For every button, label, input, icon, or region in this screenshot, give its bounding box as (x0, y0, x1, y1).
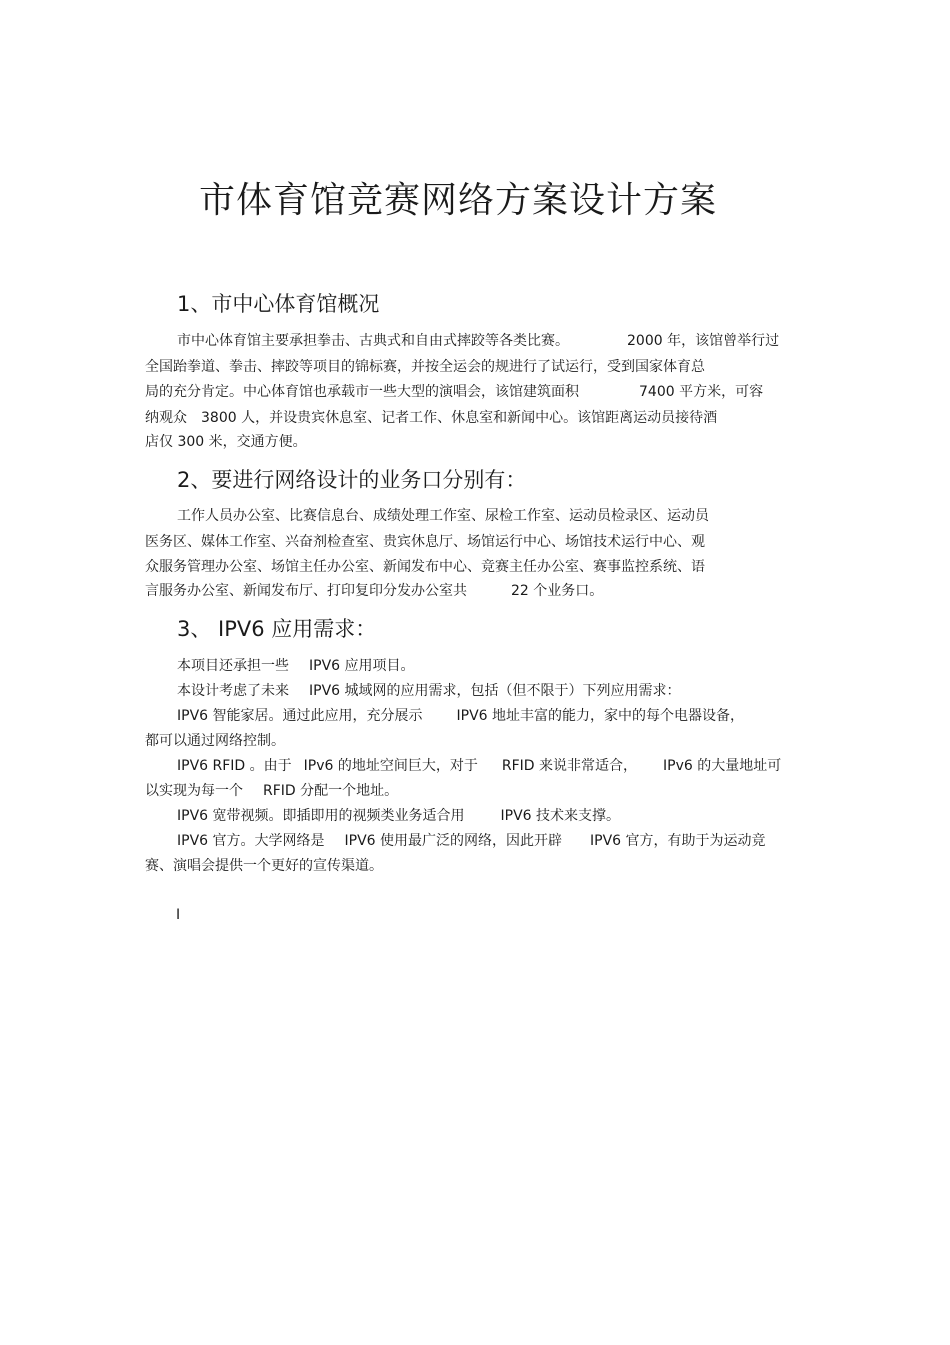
paragraph-line: 赛、演唱会提供一个更好的宣传渠道。 (145, 858, 383, 874)
section-3-heading: 3、 IPV6 应用需求： (177, 617, 377, 641)
paragraph-line: 市中心体育馆主要承担拳击、古典式和自由式摔跤等各类比赛。 2000 年，该馆曾举行过 (177, 333, 780, 349)
paragraph-line: 店仅 300 米，交通方便。 (145, 434, 307, 450)
paragraph-line: 工作人员办公室、比赛信息台、成绩处理工作室、尿检工作室、运动员检录区、运动员 (177, 508, 709, 524)
paragraph-line: IPV6 官方。大学网络是 IPV6 使用最广泛的网络，因此开辟 IPV6 官方，有助于为运动竞 (177, 833, 766, 849)
paragraph-line: 全国跆拳道、拳击、摔跤等项目的锦标赛，并按全运会的规进行了试运行，受到国家体育总 (145, 359, 705, 375)
paragraph-line: 本设计考虑了未来 IPV6 城域网的应用需求，包括（但不限于）下列应用需求： (177, 683, 681, 699)
paragraph-line: 局的充分肯定。中心体育馆也承载市一些大型的演唱会，该馆建筑面积 7400 平方米，可容 (145, 384, 764, 400)
document-title: 市体育馆竞赛网络方案设计方案 (198, 180, 717, 222)
paragraph-line: IPV6 宽带视频。即插即用的视频类业务适合用 IPV6 技术来支撑。 (177, 808, 621, 824)
paragraph-line: 众服务管理办公室、场馆主任办公室、新闻发布中心、竞赛主任办公室、赛事监控系统、语 (145, 559, 705, 575)
paragraph-line: 都可以通过网络控制。 (145, 733, 285, 749)
paragraph-line: IPV6 RFID 。由于 IPv6 的地址空间巨大，对于 RFID 来说非常适合， IPv6 的大量地址可 (177, 758, 782, 774)
paragraph-line: 医务区、媒体工作室、兴奋剂检查室、贵宾休息厅、场馆运行中心、场馆技术运行中心、观 (145, 534, 705, 550)
section-2-heading: 2、要进行网络设计的业务口分别有： (177, 468, 527, 492)
page-mark: I (176, 907, 181, 923)
paragraph-line: IPV6 智能家居。通过此应用，充分展示 IPV6 地址丰富的能力，家中的每个电器设备， (177, 708, 745, 724)
paragraph-line: 以实现为每一个 RFID 分配一个地址。 (145, 783, 399, 799)
paragraph-line: 纳观众 3800 人，并设贵宾休息室、记者工作、休息室和新闻中心。该馆距离运动员接待酒 (145, 410, 718, 426)
paragraph-line: 言服务办公室、新闻发布厅、打印复印分发办公室共 22 个业务口。 (145, 583, 604, 599)
paragraph-line: 本项目还承担一些 IPV6 应用项目。 (177, 658, 415, 674)
section-1-heading: 1、市中心体育馆概况 (177, 292, 380, 316)
